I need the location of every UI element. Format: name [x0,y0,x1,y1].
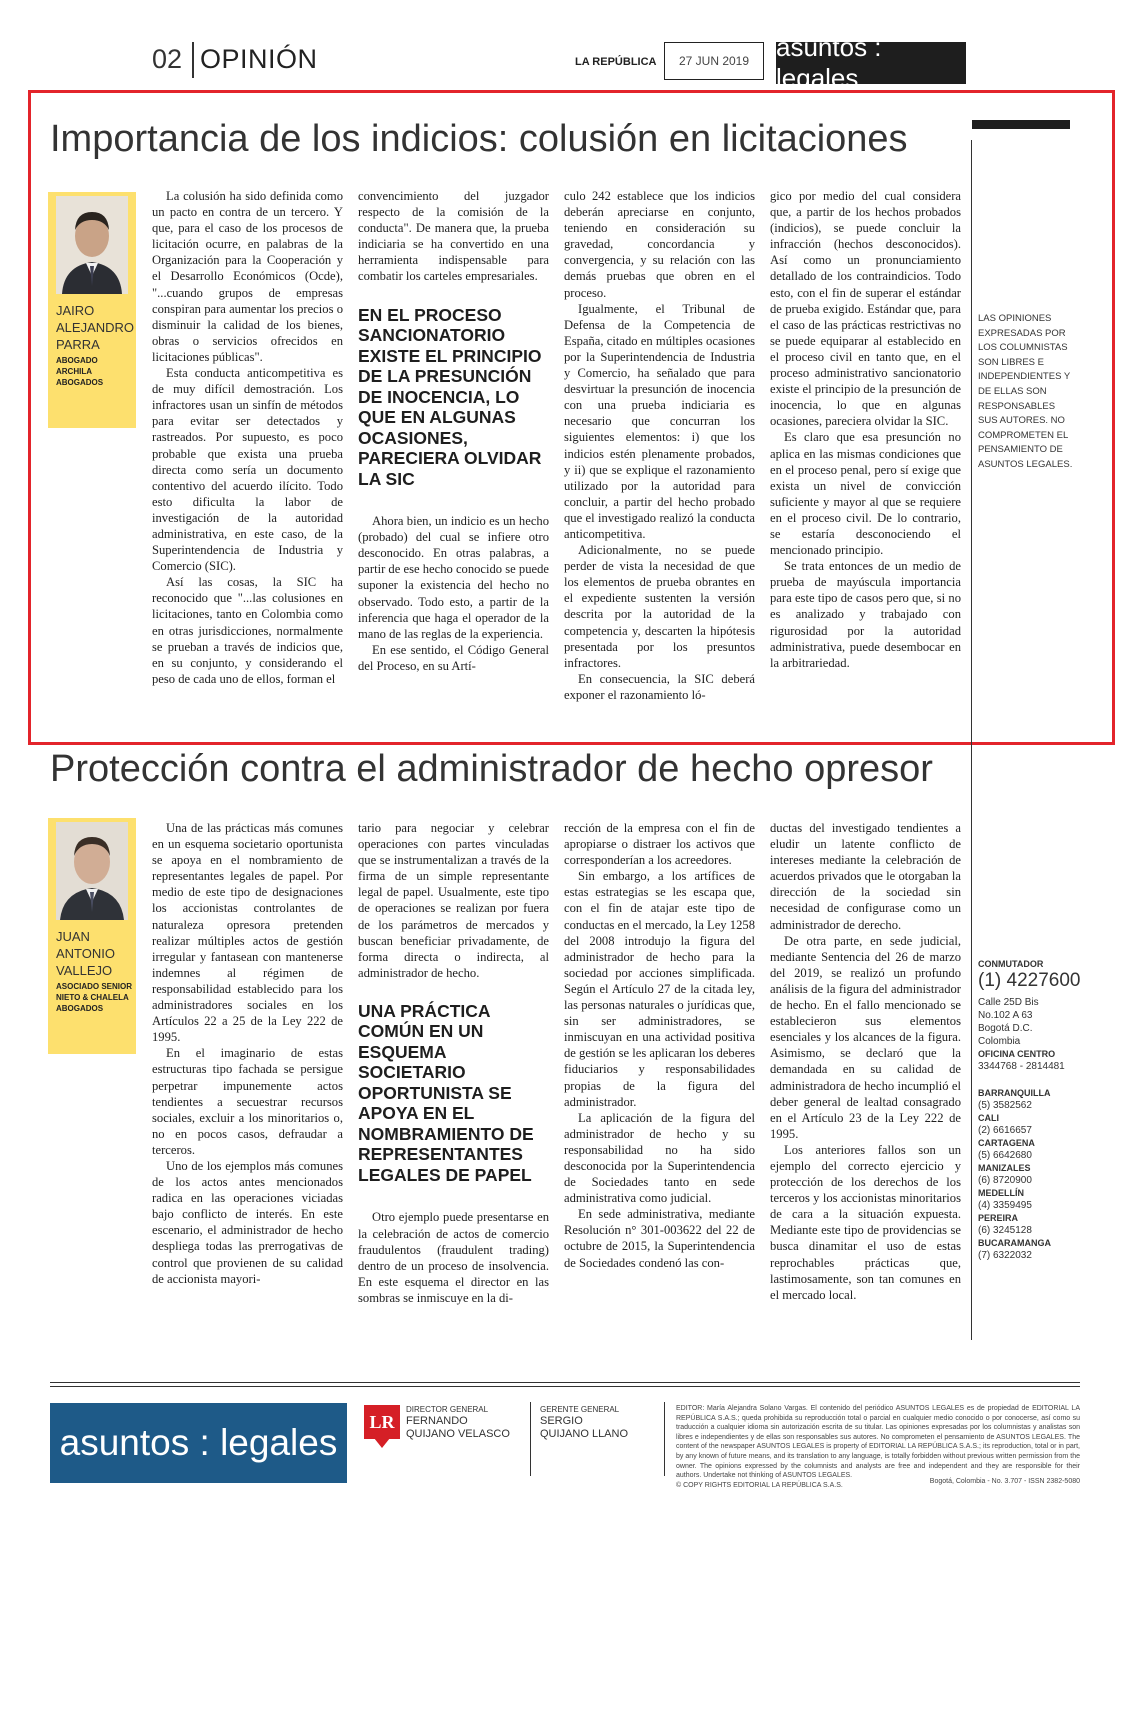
paragraph: En consecuencia, la SIC deberá exponer el razonamiento ló- [564,671,755,702]
footer-rule [50,1382,1080,1383]
paragraph: gico por medio del cual considera que, a partir de los hechos probados (indicios), se puede concluir la infracción (hechos desconocidos). Así como un pronunciamiento detallado de los contraindicios. Todo esto, con el fin de superar el estándar de prueba exigido. Estándar que, para el caso de las prácticas restrictivas no se puede equiparar al establecido en el proceso civil en tanto que, en el proceso administrativo sancionatorio existe el principio de la presunción de inocencia, lo que en algunas ocasiones, pareciera olvidar la SIC. [770,189,961,429]
sidebar-divider [971,140,972,1340]
author-name-line: ALEJANDRO [56,320,135,335]
legal-text: EDITOR: María Alejandra Solano Vargas. El contenido del periódico ASUNTOS LEGALES es de propiedad de EDITORIAL LA REPÚBLICA S.A.S.; queda prohibida su reproducción total o parcial en cualquier medio conocido o por conocerse, así como su traducción a cualquier idioma sin autorización escrita de su titular. Las opiniones expresadas por los columnistas y analistas son libres e independientes y de ellas son responsables sus autores. No comprometen el pensamiento de ASUNTOS LEGALES. The content of the newspaper ASUNTOS LEGALES is property of EDITORIAL LA REPÚBLICA S.A.S.; its reproduction, total or in part, by any known of future means, and its translation to any language, is totally forbidden without previous written permission from the owner. The opinions expressed by the columnists and analysts are free and independent and they are responsible for their authors. Undertake not thinking of ASUNTOS LEGALES. [676,1405,1080,1480]
city-label: PEREIRA [978,1213,1019,1223]
paragraph: Ahora bien, un indicio es un hecho (probado) del cual se infiere otro desconocido. En otras palabras, a partir de ese hecho conocido se puede suponer la existencia del hecho no observado. Todo esto, a partir de la inferencia que haga el operador de la mano de las reglas de la experiencia. [358,514,549,641]
article1-column-1 [152,188,343,687]
issue-date: 27 JUN 2019 [664,42,764,80]
author-name-line: JAIRO [56,303,95,318]
city-label: MANIZALES [978,1163,1031,1173]
oficina-label: OFICINA CENTRO [978,1049,1056,1059]
paragraph: Se trata entonces de un medio de prueba de mayúscula importancia para este tipo de casos pero que, si no es analizado y trabajado con rigurosidad por la autoridad administrativa, puede desembocar en la arbitrariedad. [770,559,961,670]
paragraph: culo 242 establece que los indicios deberán apreciarse en conjunto, teniendo en consideración su gravedad, concordancia y convergencia, y su relación con las demás pruebas que obren en el proceso. [564,189,755,300]
city-number: (5) 3582562 [978,1100,1032,1111]
issue-number: Bogotá, Colombia - No. 3.707 - ISSN 2382-5080 [929,1478,1080,1485]
paragraph: Otro ejemplo puede presentarse en la celebración de actos de comercio fraudulentos (fraudulent trading) dentro de un proceso de insolvencia. En este esquema el director en las sombras se inmiscuye en la di- [358,1210,549,1305]
city-label: MEDELLÍN [978,1188,1024,1198]
oficina-number: 3344768 - 2814481 [978,1061,1065,1072]
headline-tab [972,120,1070,129]
author-role-line: ABOGADOS [56,1004,104,1013]
article2-author-card [48,818,136,1054]
director-name: QUIJANO VELASCO [406,1428,510,1440]
publication-name: LA REPÚBLICA [575,56,657,68]
city-number: (5) 6642680 [978,1150,1032,1161]
city-label: BARRANQUILLA [978,1088,1051,1098]
article1-column-2 [358,188,549,674]
paragraph: En sede administrativa, mediante Resolución n° 301-003622 del 22 de octubre de 2015, la Superintendencia de Sociedades condenó las con- [564,1207,755,1270]
section-title: OPINIÓN [200,44,318,74]
article2-column-3 [564,820,755,1271]
conmutador-label: CONMUTADOR [978,959,1044,969]
article1-column-3 [564,188,755,703]
avatar-icon [56,196,128,294]
contact-directory [978,958,1088,1262]
address-line: Calle 25D Bis [978,997,1039,1008]
article1-headline: Importancia de los indicios: colusión en licitaciones [50,118,908,160]
article2-pull-quote: UNA PRÁCTICA COMÚN EN UN ESQUEMA SOCIETARIO OPORTUNISTA SE APOYA EN EL NOMBRAMIENTO DE REPRESENTANTES LEGALES DE PAPEL [358,1000,534,1185]
director-label: DIRECTOR GENERAL [406,1405,489,1414]
author-name-line: VALLEJO [56,963,113,978]
author-photo [56,196,128,294]
paragraph: De otra parte, en sede judicial, mediante Sentencia del 26 de marzo del 2019, se realizó un profundo análisis de la figura del administrador de hecho. En el fallo mencionado se establecieron sus elementos esenciales y los alcances de la figura. Asimismo, se declaró que la demandada en su calidad de administradora de hecho incumplió el deber general de lealtad consagrado en el Artículo 23 de la Ley 222 de 1995. [770,933,961,1141]
gerente-label: GERENTE GENERAL [540,1405,620,1414]
article2-column-1 [152,820,343,1287]
footer-brand-logo: asuntos : legales [50,1403,347,1483]
paragraph: La aplicación de la figura del administrador de hecho y su responsabilidad no ha sido desconocida por la Superintendencia de Sociedades tanto en sede administrativa como judicial. [564,1110,755,1206]
paragraph: En el imaginario de estas estructuras tipo fachada se persigue perpetrar impunemente actos tendientes a secuestrar recursos sociales, excluir a los minoritarios o, no en pocos casos, defraudar a terceros. [152,1046,343,1157]
article2-column-4 [770,820,961,1303]
paragraph: Adicionalmente, no se puede perder de vista la necesidad de que los elementos de prueba obrantes en el expediente sustenten la versión descrita por la autoridad de la competencia y, descarten la hipótesis presentada por los presuntos infractores. [564,543,755,670]
paragraph: ductas del investigado tendientes a eludir un latente conflicto de intereses mediante la celebración de acuerdos privados que le otorgaban la dirección de la sociedad sin necesidad de configurase como un administrador de derecho. [770,821,961,932]
paragraph: Los anteriores fallos son un ejemplo del correcto ejercicio y protección de los derechos de los terceros y los accionistas minoritarios de cara a la situación expuesta. Mediante este tipo de providencias se busca dinamitar el uso de estas reprochables prácticas que, lastimosamente, son tan comunes en el mercado local. [770,1142,961,1302]
gerente-name: QUIJANO LLANO [540,1428,629,1440]
lr-logo-icon: LR [364,1405,400,1439]
city-number: (2) 6616657 [978,1125,1032,1136]
paragraph: Es claro que esa presunción no aplica en las mismas condiciones que en el proceso penal, pero sí exige que exista un nivel de convicción suficiente y mayor al que se requiere en el proceso civil. De lo contrario, se estaría desconociendo el mencionado principio. [770,430,961,558]
header-brand-logo: asuntos : legales [776,42,966,84]
address-line: Colombia [978,1036,1021,1047]
author-role-line: ABOGADOS [56,378,104,387]
director-name: FERNANDO [406,1415,468,1427]
city-number: (4) 3359495 [978,1200,1032,1211]
city-number: (6) 8720900 [978,1175,1032,1186]
article1-author-card [48,192,136,428]
city-number: (6) 3245128 [978,1225,1032,1236]
footer-divider [530,1402,531,1476]
copyright-notice: © COPY RIGHTS EDITORIAL LA REPÚBLICA S.A.S. [676,1481,843,1489]
paragraph: convencimiento del juzgador respecto de la comisión de la conducta". De manera que, la prueba indiciaria se ha convertido en una herramienta indispensable para combatir los carteles empresariales. [358,189,549,284]
city-label: BUCARAMANGA [978,1238,1051,1248]
conmutador-number: (1) 4227600 [978,970,1081,991]
opinion-disclaimer: LAS OPINIONES EXPRESADAS POR LOS COLUMNISTAS SON LIBRES E INDEPENDIENTES Y DE ELLAS SON RESPONSABLES SUS AUTORES. NO COMPROMETEN EL PENSAMIENTO DE ASUNTOS LEGALES. [978,313,1073,470]
paragraph: tario para negociar y celebrar operaciones con partes vinculadas que se instrumentalizan a través de la firma de un simple representante legal de papel. Usualmente, este tipo de operaciones se realizan por fuera de los parámetros de mercados y buscan beneficiar privadamente, de forma directa o indirecta, al administrador de hecho. [358,821,549,980]
author-name-line: JUAN [56,929,90,944]
paragraph: Esta conducta anticompetitiva es de muy difícil demostración. Los infractores usan un sinfín de métodos para evitar ser detectados y rastreados. Por supuesto, es poco probable que exista una prueba directa como sería un documento contentivo del acuerdo ilícito. Todo esto dificulta la labor de investigación de la autoridad administrativa, en este caso, de la Superintendencia de Industria y Comercio (SIC). [152,366,343,574]
footer-divider [664,1402,665,1476]
author-photo [56,822,128,920]
gerente-credit [540,1404,660,1441]
avatar-icon [56,822,128,920]
director-credit [406,1404,526,1441]
author-role-line: ABOGADO [56,356,98,365]
city-label: CALI [978,1113,999,1123]
paragraph: Sin embargo, a los artífices de estas estrategias se les escapa que, con el fin de atajar este tipo de conductas en el mercado, la Ley 1258 del 2008 introdujo la figura del administrador de hecho para la sociedad por acciones simplificada. Según el Artículo 27 de la citada ley, las personas naturales o jurídicas que, sin ser administradores, se inmiscuyan en una actividad positiva de gestión se les aplicaran los deberes fiduciarios y responsabilidades propias de la figura del administrador. [564,869,755,1109]
lr-logo-tail [374,1438,390,1448]
paragraph: La colusión ha sido definida como un pacto en contra de un tercero. Y que, para el caso de los procesos de licitación ocurre, en palabras de la Organización para la Cooperación y el Desarrollo Económicos (Ocde), "...cuando grupos de empresas conspiran para aumentar los precios o disminuir la calidad de los bienes, obras o servicios ofrecidos en licitaciones públicas". [152,189,343,364]
footer-rule [50,1386,1080,1387]
page-number: 02 [152,44,183,74]
article1-pull-quote: EN EL PROCESO SANCIONATORIO EXISTE EL PRINCIPIO DE LA PRESUNCIÓN DE INOCENCIA, LO QUE EN ALGUNAS OCASIONES, PARECIERA OLVIDAR LA SIC [358,304,542,489]
paragraph: Una de las prácticas más comunes en un esquema societario oportunista se apoya en el nombramiento de representantes legales de papel. Por medio de este tipo de designaciones los accionistas controlantes de naturaleza opresora pretenden realizar múltiples actos de gestión irregular y fantasean con mantenerse indemnes al régimen de responsabilidad establecido para los administradores sociales en los Artículos 22 a 25 de la Ley 222 de 1995. [152,821,343,1045]
author-name-line: PARRA [56,337,100,352]
city-label: CARTAGENA [978,1138,1035,1148]
address-line: Bogotá D.C. [978,1023,1033,1034]
paragraph: Así las cosas, la SIC ha reconocido que "...las colusiones en licitaciones, tanto en Colombia como en otras jurisdicciones, normalmente se prueban a través de indicios que, en su conjunto, y considerando el peso de cada uno de ellos, forman el [152,575,343,686]
paragraph: Uno de los ejemplos más comunes de los actos antes mencionados radica en las operaciones viciadas bajo conflicto de interés. En este escenario, el administrador de hecho despliega todas las prerrogativas de control que provienen de su calidad de accionista mayori- [152,1158,343,1286]
author-role-line: ASOCIADO SENIOR [56,982,133,991]
city-number: (7) 6322032 [978,1250,1032,1261]
paragraph: En ese sentido, el Código General del Proceso, en su Artí- [358,642,549,673]
article2-column-2 [358,820,549,1306]
address-line: No.102 A 63 [978,1010,1033,1021]
author-name-line: ANTONIO [56,946,115,961]
paragraph: Igualmente, el Tribunal de Defensa de la Competencia de España, citado en múltiples ocasiones por la Superintendencia de Industria y Comercio, ha señalado que para desvirtuar la presunción de inocencia con una prueba indiciaria es necesario que concurran los siguientes elementos: i) que los indicios estén plenamente probados, y ii) que se explique el razonamiento utilizado por la autoridad para concluir, a partir del hecho probado que el investigado realizó la conducta anticompetitiva. [564,301,755,541]
article2-headline: Protección contra el administrador de hecho opresor [50,748,933,790]
gerente-name: SERGIO [540,1415,583,1427]
author-role-line: ARCHILA [56,367,92,376]
header-divider [192,42,194,78]
article1-column-4 [770,188,961,671]
author-role-line: NIETO & CHALELA [56,993,129,1002]
paragraph: rección de la empresa con el fin de apropiarse o distraer los activos que corresponderían a los acreedores. [564,821,755,868]
